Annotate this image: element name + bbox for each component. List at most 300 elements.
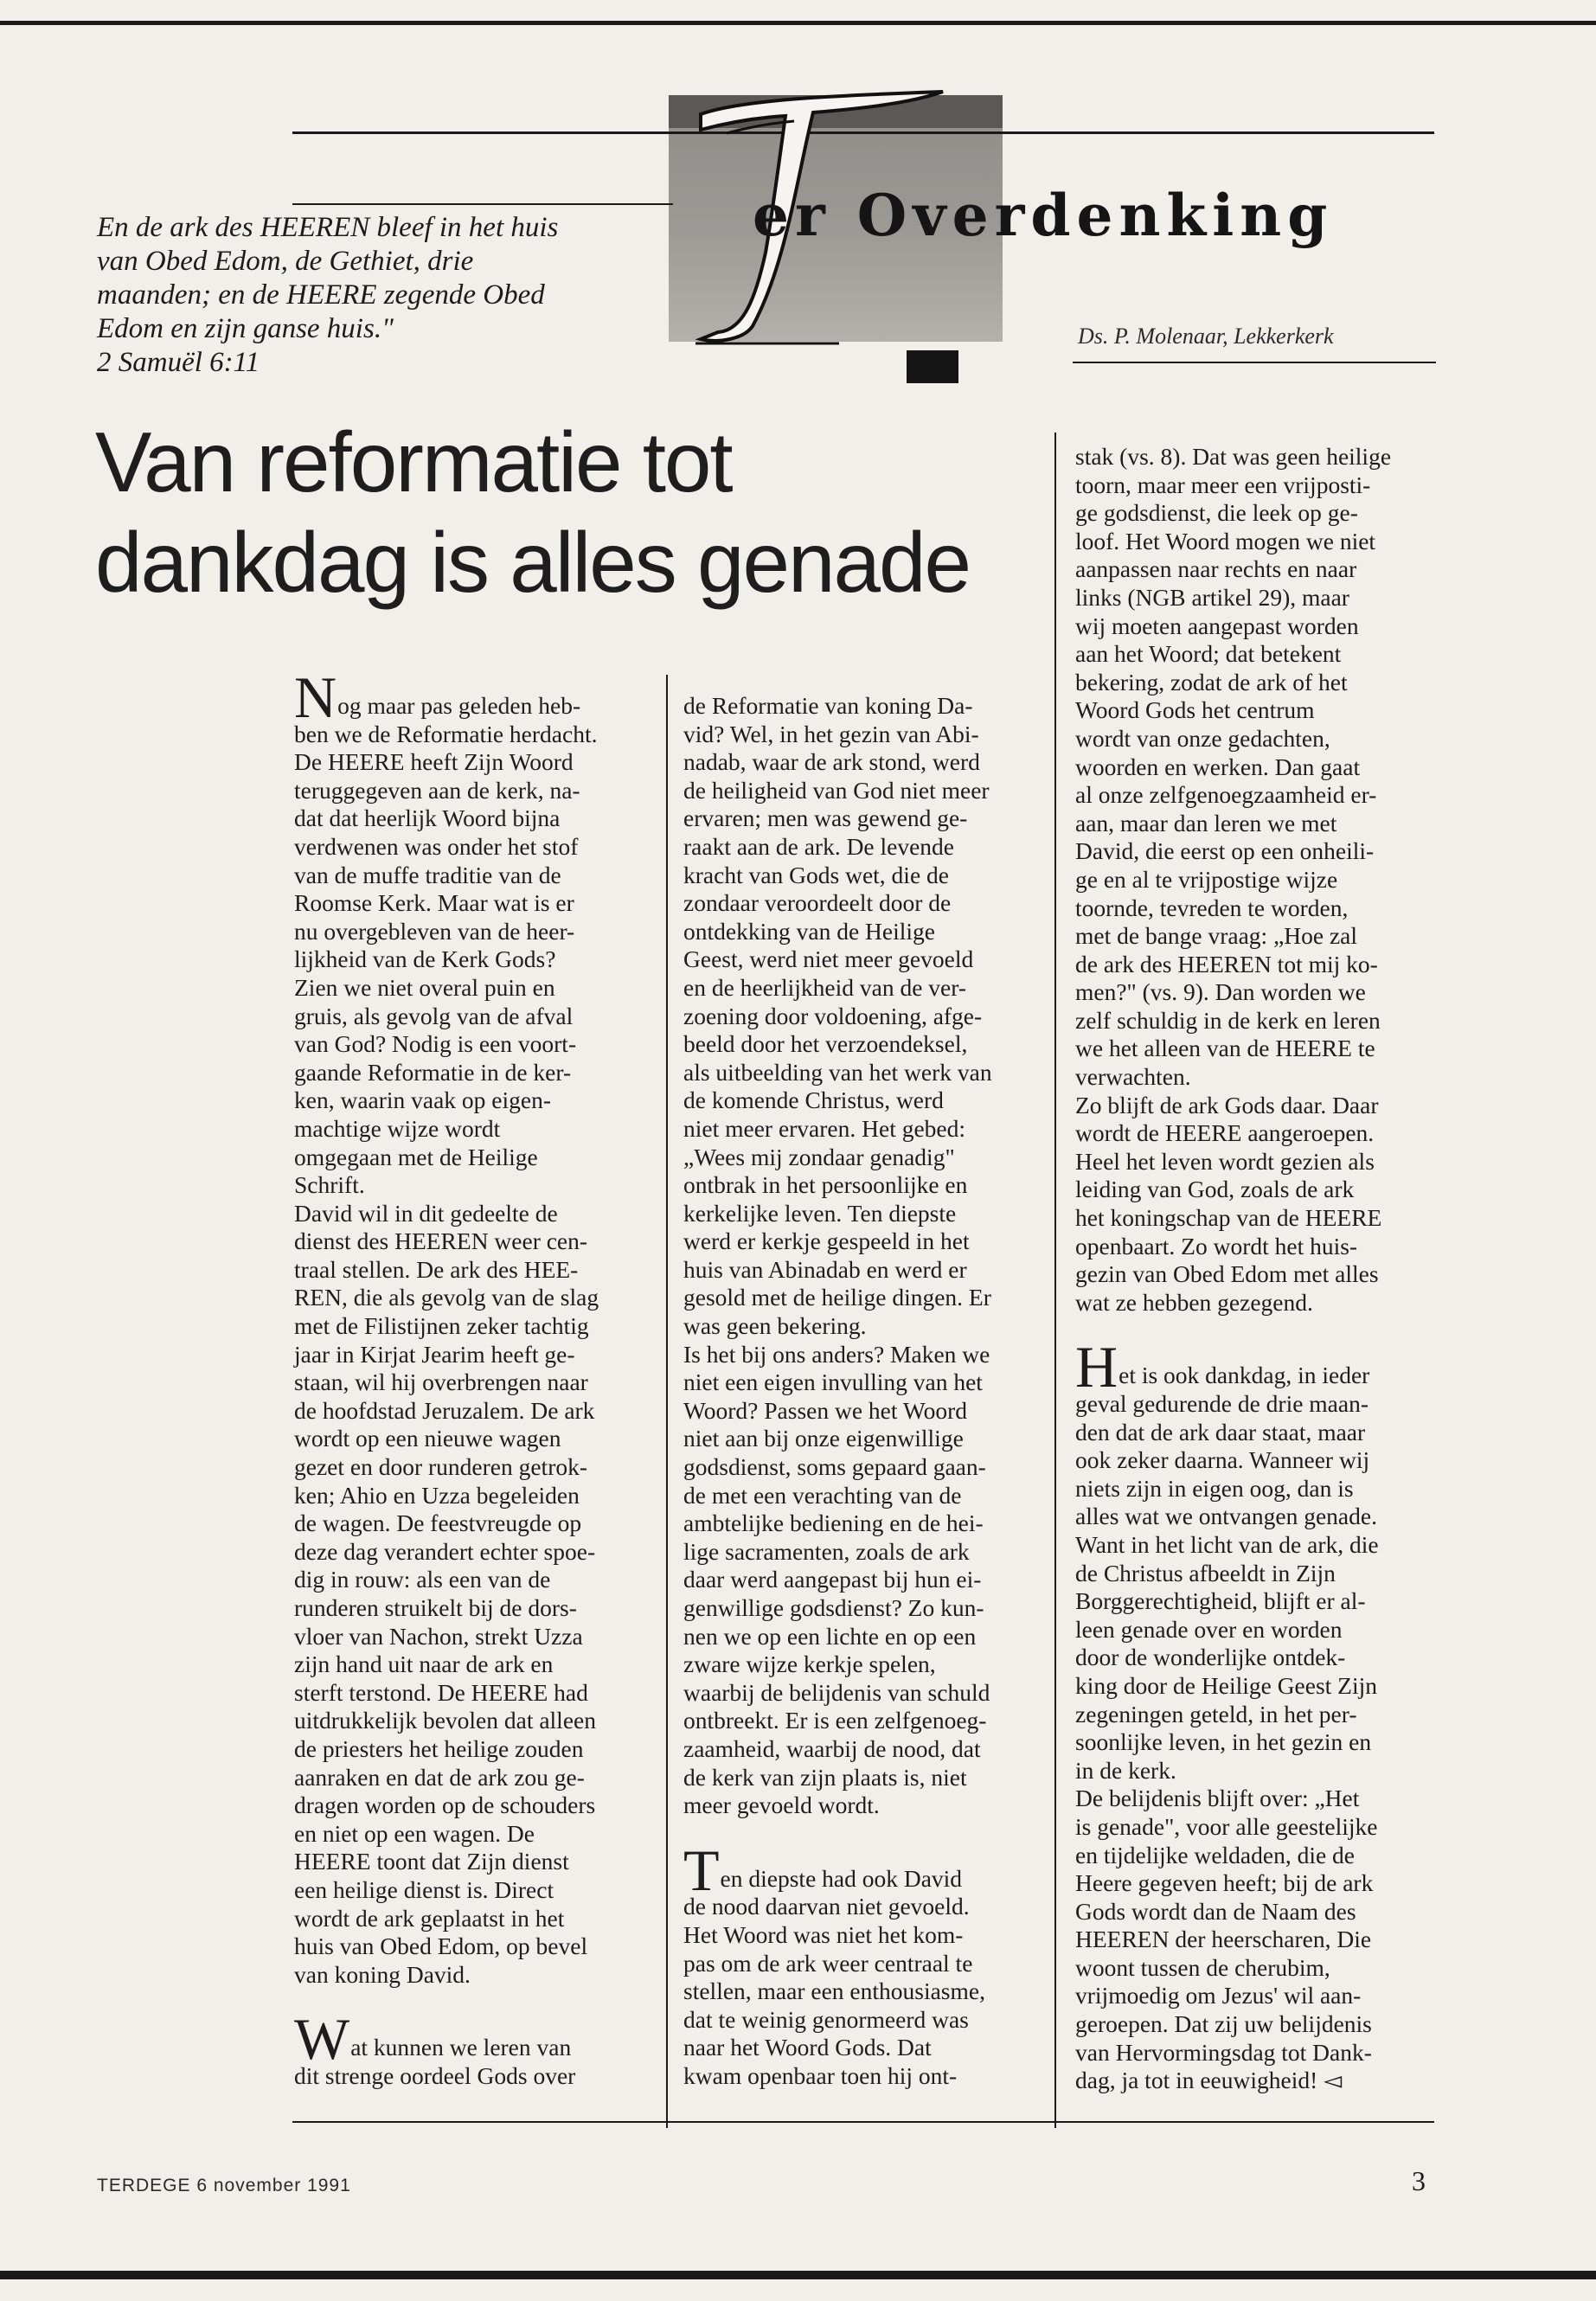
text-line — [1075, 1926, 1430, 1954]
text-line — [683, 1679, 1047, 1708]
text-line — [294, 1003, 657, 1031]
text-line — [294, 2006, 657, 2073]
line-text: zondaar veroordeelt door de — [683, 889, 952, 917]
line-text: is genade", voor alle geestelijke — [1075, 1812, 1378, 1840]
text-line — [294, 1594, 657, 1623]
text-line — [294, 1453, 657, 1482]
line-text: stak (vs. 8). Dat was geen heilige — [1075, 443, 1392, 470]
text-line — [683, 1200, 1047, 1228]
text-line — [1075, 1616, 1430, 1644]
epigraph — [97, 211, 651, 380]
text-line — [294, 862, 657, 890]
line-text: leen genade over en worden — [1075, 1615, 1343, 1643]
line-text: Roomse Kerk. Maar wat is er — [294, 889, 574, 917]
text-line — [683, 1482, 1047, 1510]
text-line — [1075, 1148, 1430, 1176]
line-text: gesold met de heilige dingen. Er — [683, 1284, 991, 1311]
publication-footer: TERDEGE 6 november 1991 — [97, 2176, 351, 2195]
text-line — [1075, 1334, 1430, 1400]
line-text: kwam openbaar toen hij ont- — [683, 2061, 958, 2089]
line-text: door de wonderlijke ontdek- — [1075, 1644, 1346, 1671]
line-text: og maar pas geleden heb- — [337, 692, 581, 719]
text-line — [294, 1679, 657, 1708]
text-line — [1075, 1260, 1430, 1289]
line-text: van God? Nodig is een voort- — [294, 1030, 577, 1058]
line-text: gezin van Obed Edom met alles — [1075, 1260, 1379, 1288]
text-line — [683, 945, 1047, 974]
text-line — [683, 2034, 1047, 2062]
text-line — [683, 1030, 1047, 1059]
line-text: sterft terstond. De HEERE had — [294, 1678, 588, 1706]
line-text: machtige wijze wordt — [294, 1114, 501, 1142]
text-line — [1075, 1503, 1430, 1531]
line-text: de kerk van zijn plaats is, niet — [683, 1763, 967, 1791]
line-text: De HEERE heeft Zijn Woord — [294, 748, 574, 776]
line-text: geval gedurende de drie maan- — [1075, 1390, 1368, 1417]
line-text: van Hervormingsdag tot Dank- — [1075, 2038, 1372, 2066]
line-text: wij moeten aangepast worden — [1075, 612, 1359, 639]
line-text: dat te weinig genormeerd was — [683, 2005, 969, 2033]
footer-rule — [292, 2121, 1434, 2123]
line-text: woont tussen de cherubim, — [1075, 1953, 1330, 1981]
paragraph — [294, 2006, 657, 2090]
line-text: REN, die als gevolg van de slag — [294, 1284, 599, 1311]
text-line — [683, 2006, 1047, 2035]
text-line — [1075, 1063, 1430, 1092]
epigraph-line: En de ark des HEEREN bleef in het huis — [97, 212, 559, 243]
epigraph-line: Edom en zijn ganse huis." — [97, 313, 394, 344]
text-line — [1075, 1757, 1430, 1785]
line-text: dag, ja tot in eeuwigheid! ◅ — [1075, 2067, 1343, 2094]
author-rule — [1073, 362, 1436, 363]
line-text: genwillige godsdienst? Zo kun- — [683, 1594, 984, 1621]
epigraph-reference: 2 Samuël 6:11 — [97, 347, 260, 378]
text-line — [683, 692, 1047, 721]
line-text: De belijdenis blijft over: „Het — [1075, 1785, 1360, 1812]
text-line — [683, 1764, 1047, 1792]
text-line — [683, 918, 1047, 946]
text-line — [294, 1086, 657, 1115]
article-column-2 — [683, 692, 1047, 2091]
text-line — [1075, 612, 1430, 641]
page-number: 3 — [1412, 2165, 1426, 2196]
text-line — [1075, 584, 1430, 612]
text-line — [1075, 1475, 1430, 1503]
text-line — [1075, 1898, 1430, 1926]
line-text: ervaren; men was gewend ge- — [683, 804, 968, 832]
text-line — [1075, 443, 1430, 471]
text-line — [1075, 1446, 1430, 1475]
text-line — [1075, 471, 1430, 500]
text-line — [294, 1566, 657, 1594]
text-line — [683, 1566, 1047, 1594]
line-text: lige sacramenten, zoals de ark — [683, 1537, 970, 1565]
line-text: woorden en werken. Dan gaat — [1075, 753, 1361, 780]
line-text: nu overgebleven van de heer- — [294, 917, 575, 945]
line-text: uitdrukkelijk bevolen dat alleen — [294, 1707, 596, 1734]
line-text: verwachten. — [1075, 1063, 1191, 1091]
column-title: er Overdenking — [753, 182, 1334, 249]
text-line — [294, 1425, 657, 1453]
line-text: gruis, als gevolg van de afval — [294, 1002, 574, 1029]
text-line — [1075, 1869, 1430, 1898]
line-text: naar het Woord Gods. Dat — [683, 2034, 932, 2061]
line-text: traal stellen. De ark des HEE- — [294, 1255, 579, 1283]
line-text: Is het bij ons anders? Maken we — [683, 1340, 990, 1368]
text-line — [683, 1284, 1047, 1312]
text-line — [1075, 2010, 1430, 2039]
text-line — [1075, 951, 1430, 979]
line-text: Want in het licht van de ark, die — [1075, 1530, 1379, 1558]
epigraph-line: maanden; en de HEERE zegende Obed — [97, 279, 545, 311]
text-line — [294, 833, 657, 862]
text-line — [683, 777, 1047, 805]
line-text: runderen struikelt bij de dors- — [294, 1594, 577, 1621]
line-text: ge en al te vrijpostige wijze — [1075, 865, 1338, 893]
text-line — [1075, 837, 1430, 866]
text-line — [683, 1341, 1047, 1369]
line-text: Woord Gods het centrum — [1075, 696, 1315, 724]
line-text: werd er kerkje gespeeld in het — [683, 1227, 970, 1255]
drop-cap: T — [683, 1836, 720, 1903]
line-text: ontbrak in het persoonlijke en — [683, 1171, 968, 1199]
line-text: de heiligheid van God niet meer — [683, 776, 990, 804]
line-text: David wil in dit gedeelte de — [294, 1199, 558, 1227]
text-line — [294, 1256, 657, 1285]
line-text: bekering, zodat de ark of het — [1075, 668, 1348, 695]
line-text: jaar in Kirjat Jearim heeft ge- — [294, 1340, 575, 1368]
text-line — [294, 1820, 657, 1849]
line-text: godsdienst, soms gepaard gaan- — [683, 1453, 986, 1481]
line-text: aan, maar dan leren we met — [1075, 809, 1337, 836]
text-line — [1075, 753, 1430, 782]
line-text: Heere gegeven heeft; bij de ark — [1075, 1869, 1374, 1897]
line-text: Zien we niet overal puin en — [294, 973, 555, 1001]
text-line — [294, 889, 657, 918]
line-text: wordt op een nieuwe wagen — [294, 1425, 561, 1452]
text-line — [683, 1538, 1047, 1567]
line-text: wordt van onze gedachten, — [1075, 724, 1330, 752]
text-line — [1075, 1233, 1430, 1261]
line-text: ben we de Reformatie herdacht. — [294, 720, 598, 747]
drop-cap: H — [1075, 1334, 1118, 1400]
drop-cap: N — [294, 664, 337, 730]
line-text: geroepen. Dat zij uw belijdenis — [1075, 2010, 1372, 2038]
text-line — [294, 1791, 657, 1820]
line-text: aan het Woord; dat betekent — [1075, 640, 1342, 668]
text-line — [683, 1059, 1047, 1087]
text-line — [683, 1115, 1047, 1144]
paragraph — [1075, 1334, 1430, 1785]
text-line — [1075, 1176, 1430, 1204]
text-line — [294, 777, 657, 805]
text-line — [683, 1791, 1047, 1820]
line-text: leiding van God, zoals de ark — [1075, 1176, 1355, 1203]
text-line — [683, 1893, 1047, 1921]
line-text: en tijdelijke weldaden, die de — [1075, 1841, 1356, 1868]
line-text: links (NGB artikel 29), maar — [1075, 583, 1349, 611]
epigraph-line: van Obed Edom, de Gethiet, drie — [97, 246, 474, 277]
text-line — [683, 1921, 1047, 1950]
line-text: verdwenen was onder het stof — [294, 832, 579, 860]
text-line — [294, 1171, 657, 1200]
line-text: king door de Heilige Geest Zijn — [1075, 1671, 1378, 1699]
text-line — [1075, 1813, 1430, 1842]
text-line — [294, 1030, 657, 1059]
text-line — [1075, 1119, 1430, 1148]
line-text: waarbij de belijdenis van schuld — [683, 1678, 990, 1706]
line-text: wordt de HEERE aangeroepen. — [1075, 1119, 1375, 1147]
text-line — [294, 1284, 657, 1312]
text-line — [294, 2062, 657, 2091]
text-line — [1075, 1204, 1430, 1233]
paragraph — [683, 692, 1047, 1341]
text-line — [683, 833, 1047, 862]
line-text: dit strenge oordeel Gods over — [294, 2061, 576, 2089]
line-text: ambtelijke bediening en de hei- — [683, 1509, 984, 1537]
line-text: al onze zelfgenoegzaamheid er- — [1075, 781, 1377, 809]
text-line — [294, 1735, 657, 1764]
line-text: de Christus afbeeldt in Zijn — [1075, 1559, 1336, 1586]
text-line — [294, 1341, 657, 1369]
text-line — [294, 1397, 657, 1426]
line-text: ken, waarin vaak op eigen- — [294, 1086, 552, 1114]
line-text: de priesters het heilige zouden — [294, 1734, 584, 1762]
line-text: de nood daarvan niet gevoeld. — [683, 1893, 970, 1920]
line-text: niets zijn in eigen oog, dan is — [1075, 1474, 1354, 1502]
line-text: ken; Ahio en Uzza begeleiden — [294, 1481, 580, 1509]
line-text: als uitbeelding van het werk van — [683, 1058, 992, 1086]
text-line — [683, 1227, 1047, 1256]
text-line — [294, 804, 657, 833]
text-line — [1075, 922, 1430, 951]
text-line — [294, 1932, 657, 1961]
headline-line-2: dankdag is alles genade — [95, 515, 971, 610]
text-line — [1075, 1419, 1430, 1447]
line-text: loof. Het Woord mogen we niet — [1075, 527, 1376, 554]
line-text: deze dag verandert echter spoe- — [294, 1537, 596, 1565]
text-line — [294, 1905, 657, 1933]
line-text: raakt aan de ark. De levende — [683, 832, 955, 860]
author-byline: Ds. P. Molenaar, Lekkerkerk — [1078, 324, 1334, 349]
line-text: wat ze hebben gezegend. — [1075, 1288, 1313, 1316]
text-line — [1075, 1644, 1430, 1672]
line-text: niet een eigen invulling van het — [683, 1368, 983, 1396]
line-text: men?" (vs. 9). Dan worden we — [1075, 978, 1366, 1006]
line-text: en diepste had ook David — [720, 1864, 963, 1892]
text-line — [1075, 1035, 1430, 1063]
text-line — [294, 1115, 657, 1144]
line-text: meer gevoeld wordt. — [683, 1791, 880, 1819]
text-line — [683, 1003, 1047, 1031]
text-line — [294, 1538, 657, 1567]
line-text: niet meer ervaren. Het gebed: — [683, 1114, 966, 1142]
text-line — [683, 1144, 1047, 1172]
line-text: Heel het leven wordt gezien als — [1075, 1147, 1375, 1175]
text-line — [1075, 725, 1430, 753]
line-text: Het Woord was niet het kom- — [683, 1920, 964, 1948]
article-column-1 — [294, 664, 657, 2091]
line-text: staan, wil hij overbrengen naar — [294, 1368, 588, 1396]
line-text: toornde, tevreden te worden, — [1075, 894, 1349, 921]
line-text: ontdekking van de Heilige — [683, 917, 935, 945]
line-text: „Wees mij zondaar genadig" — [683, 1143, 955, 1170]
line-text: ook zeker daarna. Wanneer wij — [1075, 1446, 1370, 1474]
line-text: Borggerechtigheid, blijft er al- — [1075, 1587, 1366, 1615]
text-line — [1075, 1092, 1430, 1120]
text-line — [294, 1482, 657, 1510]
text-line — [683, 1368, 1047, 1397]
line-text: daar werd aangepast bij hun ei- — [683, 1566, 982, 1593]
line-text: was geen bekering. — [683, 1312, 867, 1340]
line-text: een heilige dienst is. Direct — [294, 1875, 554, 1903]
line-text: niet aan bij onze eigenwillige — [683, 1425, 964, 1452]
column-divider-1 — [666, 675, 668, 2128]
text-line — [294, 918, 657, 946]
line-text: zware wijze kerkje spelen, — [683, 1650, 936, 1678]
line-text: Woord? Passen we het Woord — [683, 1396, 968, 1424]
line-text: dat dat heerlijk Woord bijna — [294, 804, 561, 832]
text-line — [683, 1086, 1047, 1115]
line-text: in de kerk. — [1075, 1756, 1176, 1784]
line-text: zijn hand uit naar de ark en — [294, 1650, 554, 1678]
line-text: HEERE toont dat Zijn dienst — [294, 1848, 569, 1875]
text-line — [683, 1735, 1047, 1764]
line-text: alles wat we ontvangen genade. — [1075, 1503, 1377, 1530]
line-text: de Reformatie van koning Da- — [683, 692, 973, 719]
line-text: nadab, waar de ark stond, werd — [683, 748, 980, 776]
text-line — [294, 1509, 657, 1538]
paragraph — [683, 1836, 1047, 2091]
column-divider-2 — [1054, 433, 1056, 2128]
text-line — [294, 1650, 657, 1679]
text-line — [294, 1707, 657, 1735]
text-line — [1075, 978, 1430, 1007]
text-line — [1075, 810, 1430, 838]
line-text: ge godsdienst, die leek op ge- — [1075, 499, 1358, 527]
text-line — [683, 1950, 1047, 1978]
text-line — [683, 1594, 1047, 1623]
text-line — [1075, 1982, 1430, 2010]
text-line — [683, 804, 1047, 833]
line-text: en de heerlijkheid van de ver- — [683, 973, 967, 1001]
line-text: kerkelijke leven. Ten diepste — [683, 1199, 957, 1227]
text-line — [294, 1876, 657, 1905]
text-line — [294, 1227, 657, 1256]
text-line — [1075, 2067, 1430, 2095]
text-line — [683, 974, 1047, 1003]
text-line — [683, 862, 1047, 890]
text-line — [683, 1650, 1047, 1679]
line-text: omgegaan met de Heilige — [294, 1143, 538, 1170]
line-text: kracht van Gods wet, die de — [683, 861, 949, 888]
text-line — [683, 1707, 1047, 1735]
text-line — [294, 1848, 657, 1876]
bottom-border-rule — [0, 2271, 1596, 2279]
text-line — [683, 1256, 1047, 1285]
text-line — [683, 748, 1047, 777]
line-text: vid? Wel, in het gezin van Abi- — [683, 720, 979, 747]
text-line — [683, 1312, 1047, 1341]
line-text: vloer van Nachon, strekt Uzza — [294, 1622, 583, 1650]
text-line — [683, 889, 1047, 918]
line-text: pas om de ark weer centraal te — [683, 1949, 973, 1977]
text-line — [1075, 1701, 1430, 1729]
text-line — [1075, 1587, 1430, 1616]
line-text: huis van Obed Edom, op bevel — [294, 1932, 588, 1960]
line-text: lijkheid van de Kerk Gods? — [294, 945, 556, 973]
line-text: teruggegeven aan de kerk, na- — [294, 776, 580, 804]
text-line — [1075, 866, 1430, 894]
text-line — [683, 1453, 1047, 1482]
line-text: beeld door het verzoendeksel, — [683, 1030, 968, 1058]
paragraph — [294, 664, 657, 1200]
text-line — [1075, 555, 1430, 584]
text-line — [294, 1623, 657, 1651]
text-line — [1075, 528, 1430, 556]
paragraph-gap — [683, 1820, 1047, 1848]
line-text: Zo blijft de ark Gods daar. Daar — [1075, 1091, 1379, 1118]
text-line — [294, 721, 657, 749]
article-headline — [95, 412, 1012, 612]
line-text: het koningschap van de HEERE — [1075, 1204, 1382, 1232]
text-line — [683, 1977, 1047, 2006]
text-line — [294, 1200, 657, 1228]
text-line — [683, 1509, 1047, 1538]
text-line — [1075, 669, 1430, 697]
drop-cap: W — [294, 2006, 350, 2073]
text-line — [1075, 1390, 1430, 1419]
text-line — [683, 2062, 1047, 2091]
masthead-mid-rule — [292, 203, 673, 205]
line-text: Geest, werd niet meer gevoeld — [683, 945, 974, 973]
text-line — [1075, 1531, 1430, 1560]
line-text: Gods wordt dan de Naam des — [1075, 1897, 1356, 1925]
paragraph — [1075, 443, 1430, 1092]
paragraph — [1075, 1092, 1430, 1317]
line-text: van de muffe traditie van de — [294, 861, 561, 888]
top-border-rule — [0, 21, 1596, 25]
text-line — [1075, 1954, 1430, 1983]
text-line — [1075, 894, 1430, 923]
line-text: de hoofdstad Jeruzalem. De ark — [294, 1396, 595, 1424]
text-line — [1075, 1728, 1430, 1757]
text-line — [294, 1059, 657, 1087]
paragraph-gap — [1075, 1317, 1430, 1344]
text-line — [1075, 1842, 1430, 1870]
line-text: en niet op een wagen. De — [294, 1819, 535, 1847]
text-line — [683, 1171, 1047, 1200]
line-text: huis van Abinadab en werd er — [683, 1255, 967, 1283]
line-text: met de Filistijnen zeker tachtig — [294, 1312, 589, 1340]
text-line — [1075, 1672, 1430, 1701]
line-text: zoening door voldoening, afge- — [683, 1002, 983, 1029]
text-line — [683, 1425, 1047, 1453]
text-line — [294, 974, 657, 1003]
text-line — [294, 1144, 657, 1172]
text-line — [1075, 1560, 1430, 1588]
line-text: stellen, maar een enthousiasme, — [683, 1977, 985, 2005]
line-text: de ark des HEEREN tot mij ko- — [1075, 950, 1378, 977]
line-text: toorn, maar meer een vrijposti- — [1075, 471, 1371, 498]
line-text: zaamheid, waarbij de nood, dat — [683, 1734, 981, 1762]
line-text: wordt de ark geplaatst in het — [294, 1904, 565, 1932]
text-line — [294, 1312, 657, 1341]
line-text: gaande Reformatie in de ker- — [294, 1058, 572, 1086]
text-line — [1075, 696, 1430, 725]
line-text: we het alleen van de HEERE te — [1075, 1035, 1375, 1062]
text-line — [683, 1836, 1047, 1903]
